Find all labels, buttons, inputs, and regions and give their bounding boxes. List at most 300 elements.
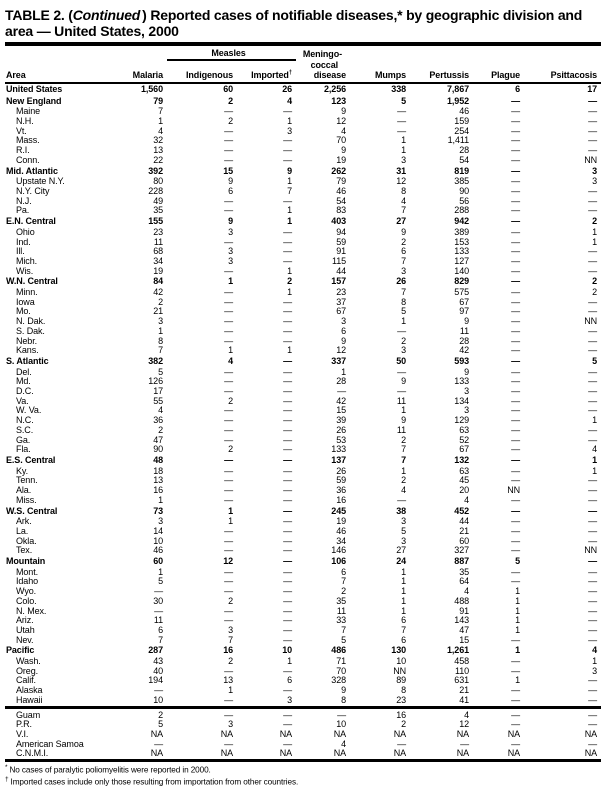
value-cell: 4: [341, 738, 347, 749]
value-cell: 73: [153, 505, 163, 516]
value-cell: —: [511, 505, 521, 516]
value-cell: 26: [336, 465, 347, 476]
value-cell: —: [283, 316, 293, 327]
value-cell: —: [511, 205, 521, 216]
value-cell: 59: [336, 475, 347, 486]
value-cell: 123: [331, 95, 347, 106]
value-cell: —: [511, 95, 521, 106]
value-cell: 2: [401, 719, 407, 730]
value-cell: 9: [341, 106, 347, 117]
value-cell: —: [511, 276, 521, 287]
value-cell: 3: [228, 255, 233, 266]
value-cell: —: [588, 195, 598, 206]
header-spacer: [167, 60, 237, 71]
area-cell: S. Dak.: [16, 325, 45, 336]
value-cell: 1,411: [447, 135, 470, 146]
value-cell: —: [588, 135, 598, 146]
area-cell: V.I.: [16, 728, 29, 739]
value-cell: —: [588, 205, 598, 216]
value-cell: 5: [592, 355, 598, 366]
value-cell: —: [224, 454, 233, 465]
value-cell: —: [283, 444, 293, 455]
value-cell: —: [588, 106, 598, 117]
area-cell: American Samoa: [16, 738, 84, 749]
value-cell: 2: [592, 276, 598, 287]
value-cell: —: [511, 236, 521, 247]
area-cell: Kans.: [16, 345, 39, 356]
value-cell: 137: [331, 454, 347, 465]
value-cell: 55: [153, 395, 163, 406]
value-cell: —: [237, 707, 296, 720]
area-cell: N.J.: [16, 195, 32, 206]
value-cell: —: [524, 707, 601, 720]
value-cell: 60: [459, 535, 470, 546]
value-cell: —: [224, 434, 233, 445]
value-cell: —: [511, 135, 521, 146]
value-cell: —: [588, 116, 598, 127]
value-cell: —: [224, 335, 233, 346]
value-cell: 54: [336, 195, 347, 206]
value-cell: —: [588, 376, 598, 387]
value-cell: —: [283, 236, 293, 247]
value-cell: NA: [456, 748, 470, 759]
value-cell: —: [588, 535, 598, 546]
value-cell: —: [283, 135, 293, 146]
area-cell: S.C.: [16, 424, 34, 435]
area-cell: N. Mex.: [16, 605, 47, 616]
value-cell: 7: [401, 287, 407, 298]
value-cell: 1: [401, 586, 407, 597]
value-cell: —: [283, 424, 293, 435]
value-cell: 6: [401, 246, 407, 257]
value-cell: 23: [153, 226, 163, 237]
value-cell: 631: [454, 675, 470, 686]
area-cell: N. Dak.: [16, 316, 46, 327]
value-cell: —: [397, 325, 407, 336]
area-cell: Conn.: [16, 154, 40, 165]
value-cell: 7: [228, 634, 233, 645]
value-cell: —: [588, 405, 598, 416]
value-cell: 9: [228, 216, 233, 227]
value-cell: —: [511, 176, 521, 187]
value-cell: 155: [148, 216, 163, 227]
area-cell: Okla.: [16, 535, 37, 546]
value-cell: —: [224, 665, 233, 676]
value-cell: 5: [158, 719, 163, 730]
value-cell: 7: [401, 444, 407, 455]
value-cell: 38: [396, 505, 407, 516]
value-cell: 12: [336, 116, 347, 127]
value-cell: 5: [401, 525, 407, 536]
value-cell: 1: [228, 685, 233, 696]
value-cell: 30: [153, 595, 163, 606]
value-cell: 1: [515, 595, 521, 606]
value-cell: 134: [454, 395, 470, 406]
header-spacer: [524, 48, 601, 60]
value-cell: —: [283, 106, 293, 117]
value-cell: 288: [454, 205, 470, 216]
value-cell: —: [588, 186, 598, 196]
value-cell: —: [283, 335, 293, 346]
value-cell: —: [511, 116, 521, 127]
header-spacer: [120, 60, 167, 71]
value-cell: —: [283, 535, 293, 546]
value-cell: —: [283, 665, 293, 676]
value-cell: 84: [153, 276, 163, 287]
value-cell: 3: [401, 516, 407, 527]
value-cell: —: [296, 707, 350, 720]
value-cell: —: [511, 355, 521, 366]
area-cell: Md.: [16, 376, 31, 387]
value-cell: —: [224, 325, 233, 336]
value-cell: 8: [401, 296, 407, 307]
value-cell: —: [511, 186, 521, 196]
value-cell: —: [511, 345, 521, 356]
value-cell: 3: [401, 154, 407, 165]
value-cell: 47: [153, 434, 163, 445]
value-cell: 64: [459, 576, 470, 587]
value-cell: —: [283, 634, 293, 645]
value-cell: 1: [401, 135, 407, 146]
value-cell: 46: [336, 186, 347, 196]
table-row: [5, 587, 601, 597]
table-row: [5, 156, 601, 166]
value-cell: 5: [401, 95, 407, 106]
column-header-malaria: Malaria: [120, 70, 167, 83]
value-cell: 3: [401, 265, 407, 276]
value-cell: —: [511, 656, 521, 667]
value-cell: —: [511, 535, 521, 546]
value-cell: —: [511, 465, 521, 476]
value-cell: —: [588, 719, 598, 730]
value-cell: 1: [228, 276, 233, 287]
value-cell: 42: [336, 395, 347, 406]
value-cell: 1: [515, 586, 521, 597]
value-cell: —: [224, 485, 233, 496]
area-cell: R.I.: [16, 145, 30, 156]
header-row-mid: [5, 60, 601, 71]
value-cell: 8: [341, 694, 347, 705]
value-cell: —: [588, 325, 598, 336]
value-cell: 80: [153, 176, 163, 187]
value-cell: 42: [459, 345, 470, 356]
area-cell: Vt.: [16, 125, 27, 136]
value-cell: 10: [336, 719, 347, 730]
value-cell: —: [397, 116, 407, 127]
value-cell: 10: [282, 645, 293, 656]
value-cell: 132: [454, 454, 470, 465]
area-cell: Wyo.: [16, 586, 37, 597]
value-cell: 115: [331, 255, 347, 266]
value-cell: 7: [401, 454, 407, 465]
value-cell: 3: [287, 125, 293, 136]
value-cell: 129: [454, 415, 470, 426]
value-cell: —: [397, 494, 407, 505]
value-cell: 4: [401, 485, 407, 496]
value-cell: 23: [396, 694, 407, 705]
value-cell: 7: [287, 186, 293, 196]
value-cell: 20: [459, 485, 470, 496]
value-cell: 9: [401, 376, 407, 387]
value-cell: —: [511, 226, 521, 237]
value-cell: —: [511, 475, 521, 486]
value-cell: 21: [153, 306, 163, 317]
value-cell: 5: [401, 306, 407, 317]
value-cell: 2: [341, 586, 347, 597]
value-cell: —: [588, 634, 598, 645]
value-cell: 1: [401, 576, 407, 587]
area-cell: Mich.: [16, 255, 38, 266]
top-rule: [5, 42, 601, 46]
meningococcal-header-line2: coccal: [310, 59, 339, 70]
header-spacer: [350, 60, 410, 71]
value-cell: 133: [454, 246, 470, 257]
area-cell: Mass.: [16, 135, 40, 146]
footnote-imported: [5, 776, 601, 788]
value-cell: —: [283, 566, 293, 577]
value-cell: —: [283, 405, 293, 416]
value-cell: 1: [401, 316, 407, 327]
value-cell: NN: [584, 316, 598, 327]
area-cell: Nebr.: [16, 335, 38, 346]
value-cell: 146: [331, 545, 347, 556]
value-cell: —: [511, 296, 521, 307]
value-cell: 44: [336, 265, 347, 276]
value-cell: 5: [158, 366, 163, 377]
value-cell: —: [397, 125, 407, 136]
column-header-indigenous: Indigenous: [167, 70, 237, 83]
value-cell: 32: [153, 135, 163, 146]
value-cell: 1: [158, 494, 163, 505]
value-cell: 46: [336, 525, 347, 536]
area-cell: Oreg.: [16, 665, 39, 676]
value-cell: 575: [454, 287, 470, 298]
value-cell: 6: [401, 634, 407, 645]
value-cell: 328: [331, 675, 347, 686]
area-cell: Tex.: [16, 545, 33, 556]
column-header-plague: Plague: [473, 70, 524, 83]
value-cell: —: [511, 216, 521, 227]
value-cell: 7: [158, 106, 163, 117]
header-spacer: [473, 60, 524, 71]
value-cell: NA: [507, 748, 521, 759]
value-cell: —: [283, 296, 293, 307]
value-cell: 34: [153, 255, 163, 266]
value-cell: 338: [391, 83, 407, 94]
value-cell: 6: [341, 325, 347, 336]
header-spacer: [410, 48, 473, 60]
value-cell: —: [460, 738, 470, 749]
value-cell: —: [588, 306, 598, 317]
value-cell: 6: [341, 566, 347, 577]
value-cell: —: [283, 246, 293, 257]
value-cell: 59: [336, 236, 347, 247]
value-cell: 48: [153, 454, 163, 465]
bottom-rule: [5, 759, 601, 762]
value-cell: 1: [287, 205, 293, 216]
value-cell: —: [337, 386, 347, 397]
value-cell: 130: [391, 645, 407, 656]
value-cell: —: [283, 475, 293, 486]
value-cell: 887: [454, 556, 470, 567]
area-cell: Pa.: [16, 205, 30, 216]
value-cell: —: [224, 576, 233, 587]
value-cell: —: [588, 516, 598, 527]
value-cell: —: [511, 145, 521, 156]
value-cell: 2: [401, 475, 407, 486]
value-cell: 2: [401, 335, 407, 346]
value-cell: —: [588, 485, 598, 496]
value-cell: —: [588, 494, 598, 505]
footnote-text: No cases of paralytic poliomyelitis were reported in 2000.: [9, 765, 211, 775]
value-cell: 1: [592, 454, 598, 465]
value-cell: 83: [336, 205, 347, 216]
value-cell: 9: [464, 366, 470, 377]
value-cell: —: [224, 316, 233, 327]
area-cell: N.C.: [16, 415, 34, 426]
value-cell: 392: [148, 165, 163, 176]
value-cell: 12: [459, 719, 470, 730]
header-spacer: [120, 48, 167, 60]
value-cell: 1: [287, 116, 293, 127]
value-cell: —: [224, 386, 233, 397]
value-cell: 52: [459, 434, 470, 445]
value-cell: —: [224, 525, 233, 536]
area-cell: Colo.: [16, 595, 37, 606]
value-cell: 1: [515, 645, 521, 656]
value-cell: 3: [287, 694, 293, 705]
value-cell: 11: [459, 325, 470, 336]
header-spacer: [410, 60, 473, 71]
value-cell: 4: [341, 125, 347, 136]
value-cell: —: [511, 106, 521, 117]
value-cell: 829: [454, 276, 470, 287]
value-cell: 28: [336, 376, 347, 387]
value-cell: 94: [336, 226, 347, 237]
area-cell: Utah: [16, 624, 35, 635]
value-cell: —: [283, 595, 293, 606]
header-spacer: [5, 48, 120, 60]
table-title-continued: Continued: [72, 7, 141, 23]
value-cell: 2: [228, 656, 233, 667]
value-cell: NA: [150, 748, 163, 759]
value-cell: 385: [454, 176, 470, 187]
area-cell: Ark.: [16, 516, 32, 527]
value-cell: —: [588, 246, 598, 257]
table-row: [5, 356, 601, 368]
value-cell: 159: [454, 116, 470, 127]
value-cell: —: [588, 675, 598, 686]
header-spacer: [473, 48, 524, 60]
value-cell: NA: [220, 748, 233, 759]
value-cell: —: [283, 685, 293, 696]
header-row-columns: [5, 70, 601, 83]
value-cell: —: [588, 95, 598, 106]
value-cell: —: [224, 694, 233, 705]
value-cell: 2: [228, 395, 233, 406]
value-cell: —: [224, 376, 233, 387]
value-cell: —: [588, 296, 598, 307]
table-row: [5, 749, 601, 759]
value-cell: 157: [331, 276, 347, 287]
value-cell: 90: [153, 444, 163, 455]
value-cell: 4: [464, 586, 470, 597]
value-cell: 1: [515, 675, 521, 686]
dagger-marker: †: [288, 70, 293, 77]
value-cell: 4: [158, 125, 163, 136]
value-cell: —: [511, 685, 521, 696]
value-cell: NA: [393, 748, 407, 759]
value-cell: —: [224, 605, 233, 616]
value-cell: 70: [336, 665, 347, 676]
table-row: [5, 597, 601, 607]
value-cell: 126: [148, 376, 163, 387]
value-cell: —: [588, 738, 598, 749]
value-cell: 18: [153, 465, 163, 476]
value-cell: 89: [396, 675, 407, 686]
value-cell: —: [397, 738, 407, 749]
value-cell: 1: [228, 505, 233, 516]
meningococcal-header-line1: Meningo-: [302, 49, 343, 60]
value-cell: 4: [401, 195, 407, 206]
value-cell: —: [154, 605, 163, 616]
value-cell: 15: [223, 165, 233, 176]
footnote-text: Imported cases include only those resulting from importation from other countries.: [10, 778, 299, 788]
value-cell: —: [511, 634, 521, 645]
value-cell: 35: [336, 595, 347, 606]
value-cell: —: [283, 145, 293, 156]
value-cell: 389: [454, 226, 470, 237]
value-cell: 4: [287, 95, 293, 106]
value-cell: —: [588, 475, 598, 486]
value-cell: 2: [120, 707, 167, 720]
notifiable-diseases-table: [5, 48, 601, 759]
value-cell: —: [224, 306, 233, 317]
table-row: [5, 607, 601, 617]
value-cell: 486: [331, 645, 347, 656]
area-cell: W.N. Central: [6, 276, 58, 287]
value-cell: —: [283, 154, 293, 165]
value-cell: —: [511, 154, 521, 165]
value-cell: 3: [592, 165, 598, 176]
dagger-marker: †: [5, 776, 9, 784]
area-cell: Tenn.: [16, 475, 38, 486]
value-cell: —: [511, 405, 521, 416]
value-cell: 21: [459, 525, 470, 536]
value-cell: 1: [401, 145, 407, 156]
value-cell: 7: [341, 624, 347, 635]
area-cell: Fla.: [16, 444, 31, 455]
value-cell: 14: [153, 525, 163, 536]
value-cell: —: [511, 125, 521, 136]
area-cell: E.N. Central: [6, 216, 56, 227]
value-cell: —: [224, 535, 233, 546]
value-cell: 2: [401, 236, 407, 247]
header-spacer: [237, 60, 296, 71]
value-cell: 11: [396, 424, 407, 435]
value-cell: —: [588, 576, 598, 587]
value-cell: 245: [331, 505, 347, 516]
value-cell: 79: [336, 176, 347, 187]
value-cell: 3: [464, 405, 470, 416]
value-cell: NA: [507, 728, 521, 739]
value-cell: 2: [228, 444, 233, 455]
value-cell: 19: [153, 265, 163, 276]
value-cell: 11: [153, 615, 163, 626]
value-cell: 2: [158, 296, 163, 307]
value-cell: 9: [401, 226, 407, 237]
area-cell: Ariz.: [16, 615, 34, 626]
